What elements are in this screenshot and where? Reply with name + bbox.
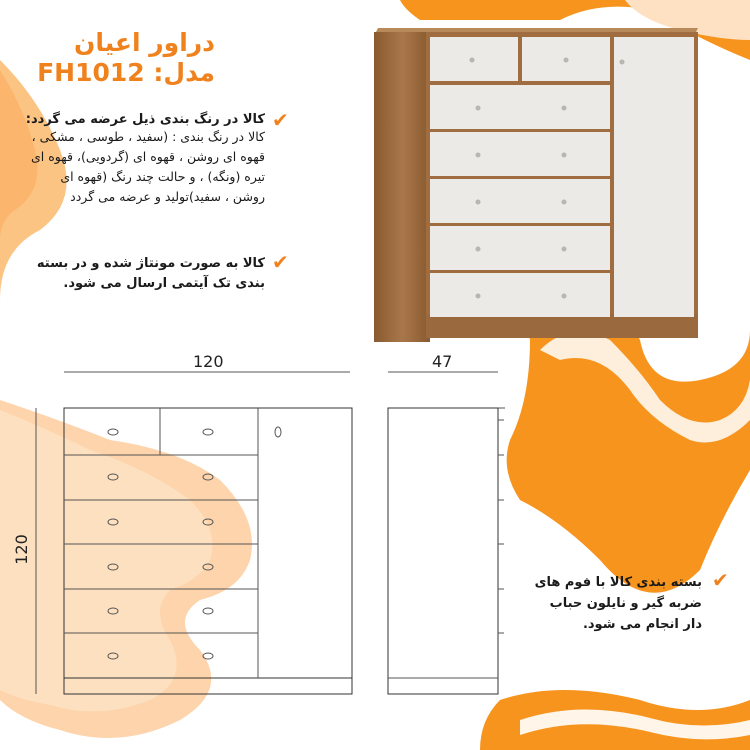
height-dimension: 120 [11, 534, 31, 565]
assembly-line-1: کالا به صورت مونتاژ شده و در بسته [36, 256, 265, 271]
packaging-line-3: دار انجام می شود. [582, 617, 702, 632]
colors-line-1: کالا در رنگ بندی : (سفید ، طوسی ، مشکی ، [31, 129, 265, 144]
checkmark-icon: ✔ [712, 568, 729, 592]
colors-line-2: قهوه ای روشن ، قهوه ای (گردویی)، قهوه ای [30, 149, 265, 164]
width-dimension: 120 [193, 352, 224, 371]
assembly-line-2: بندی تک آیتمی ارسال می شود. [63, 276, 265, 291]
product-title: دراور اعیان [73, 28, 215, 57]
colors-line-4: روشن ، سفید)تولید و عرضه می گردد [70, 189, 265, 204]
packaging-bullet [502, 572, 702, 635]
depth-dimension: 47 [432, 352, 453, 371]
packaging-line-1: بسته بندی کالا با فوم های [534, 575, 702, 590]
dresser-photo [372, 24, 702, 342]
packaging-line-2: ضربه گیر و نایلون حباب [549, 596, 702, 611]
colors-bullet [0, 112, 265, 207]
checkmark-icon: ✔ [272, 108, 289, 132]
checkmark-icon: ✔ [272, 250, 289, 274]
colors-heading: کالا در رنگ بندی ذیل عرضه می گردد: [25, 112, 265, 127]
assembly-bullet [5, 254, 265, 294]
product-model: مدل: FH1012 [37, 58, 215, 87]
colors-line-3: تیره (ونگه) ، و حالت چند رنگ (قهوه ای [60, 169, 265, 184]
